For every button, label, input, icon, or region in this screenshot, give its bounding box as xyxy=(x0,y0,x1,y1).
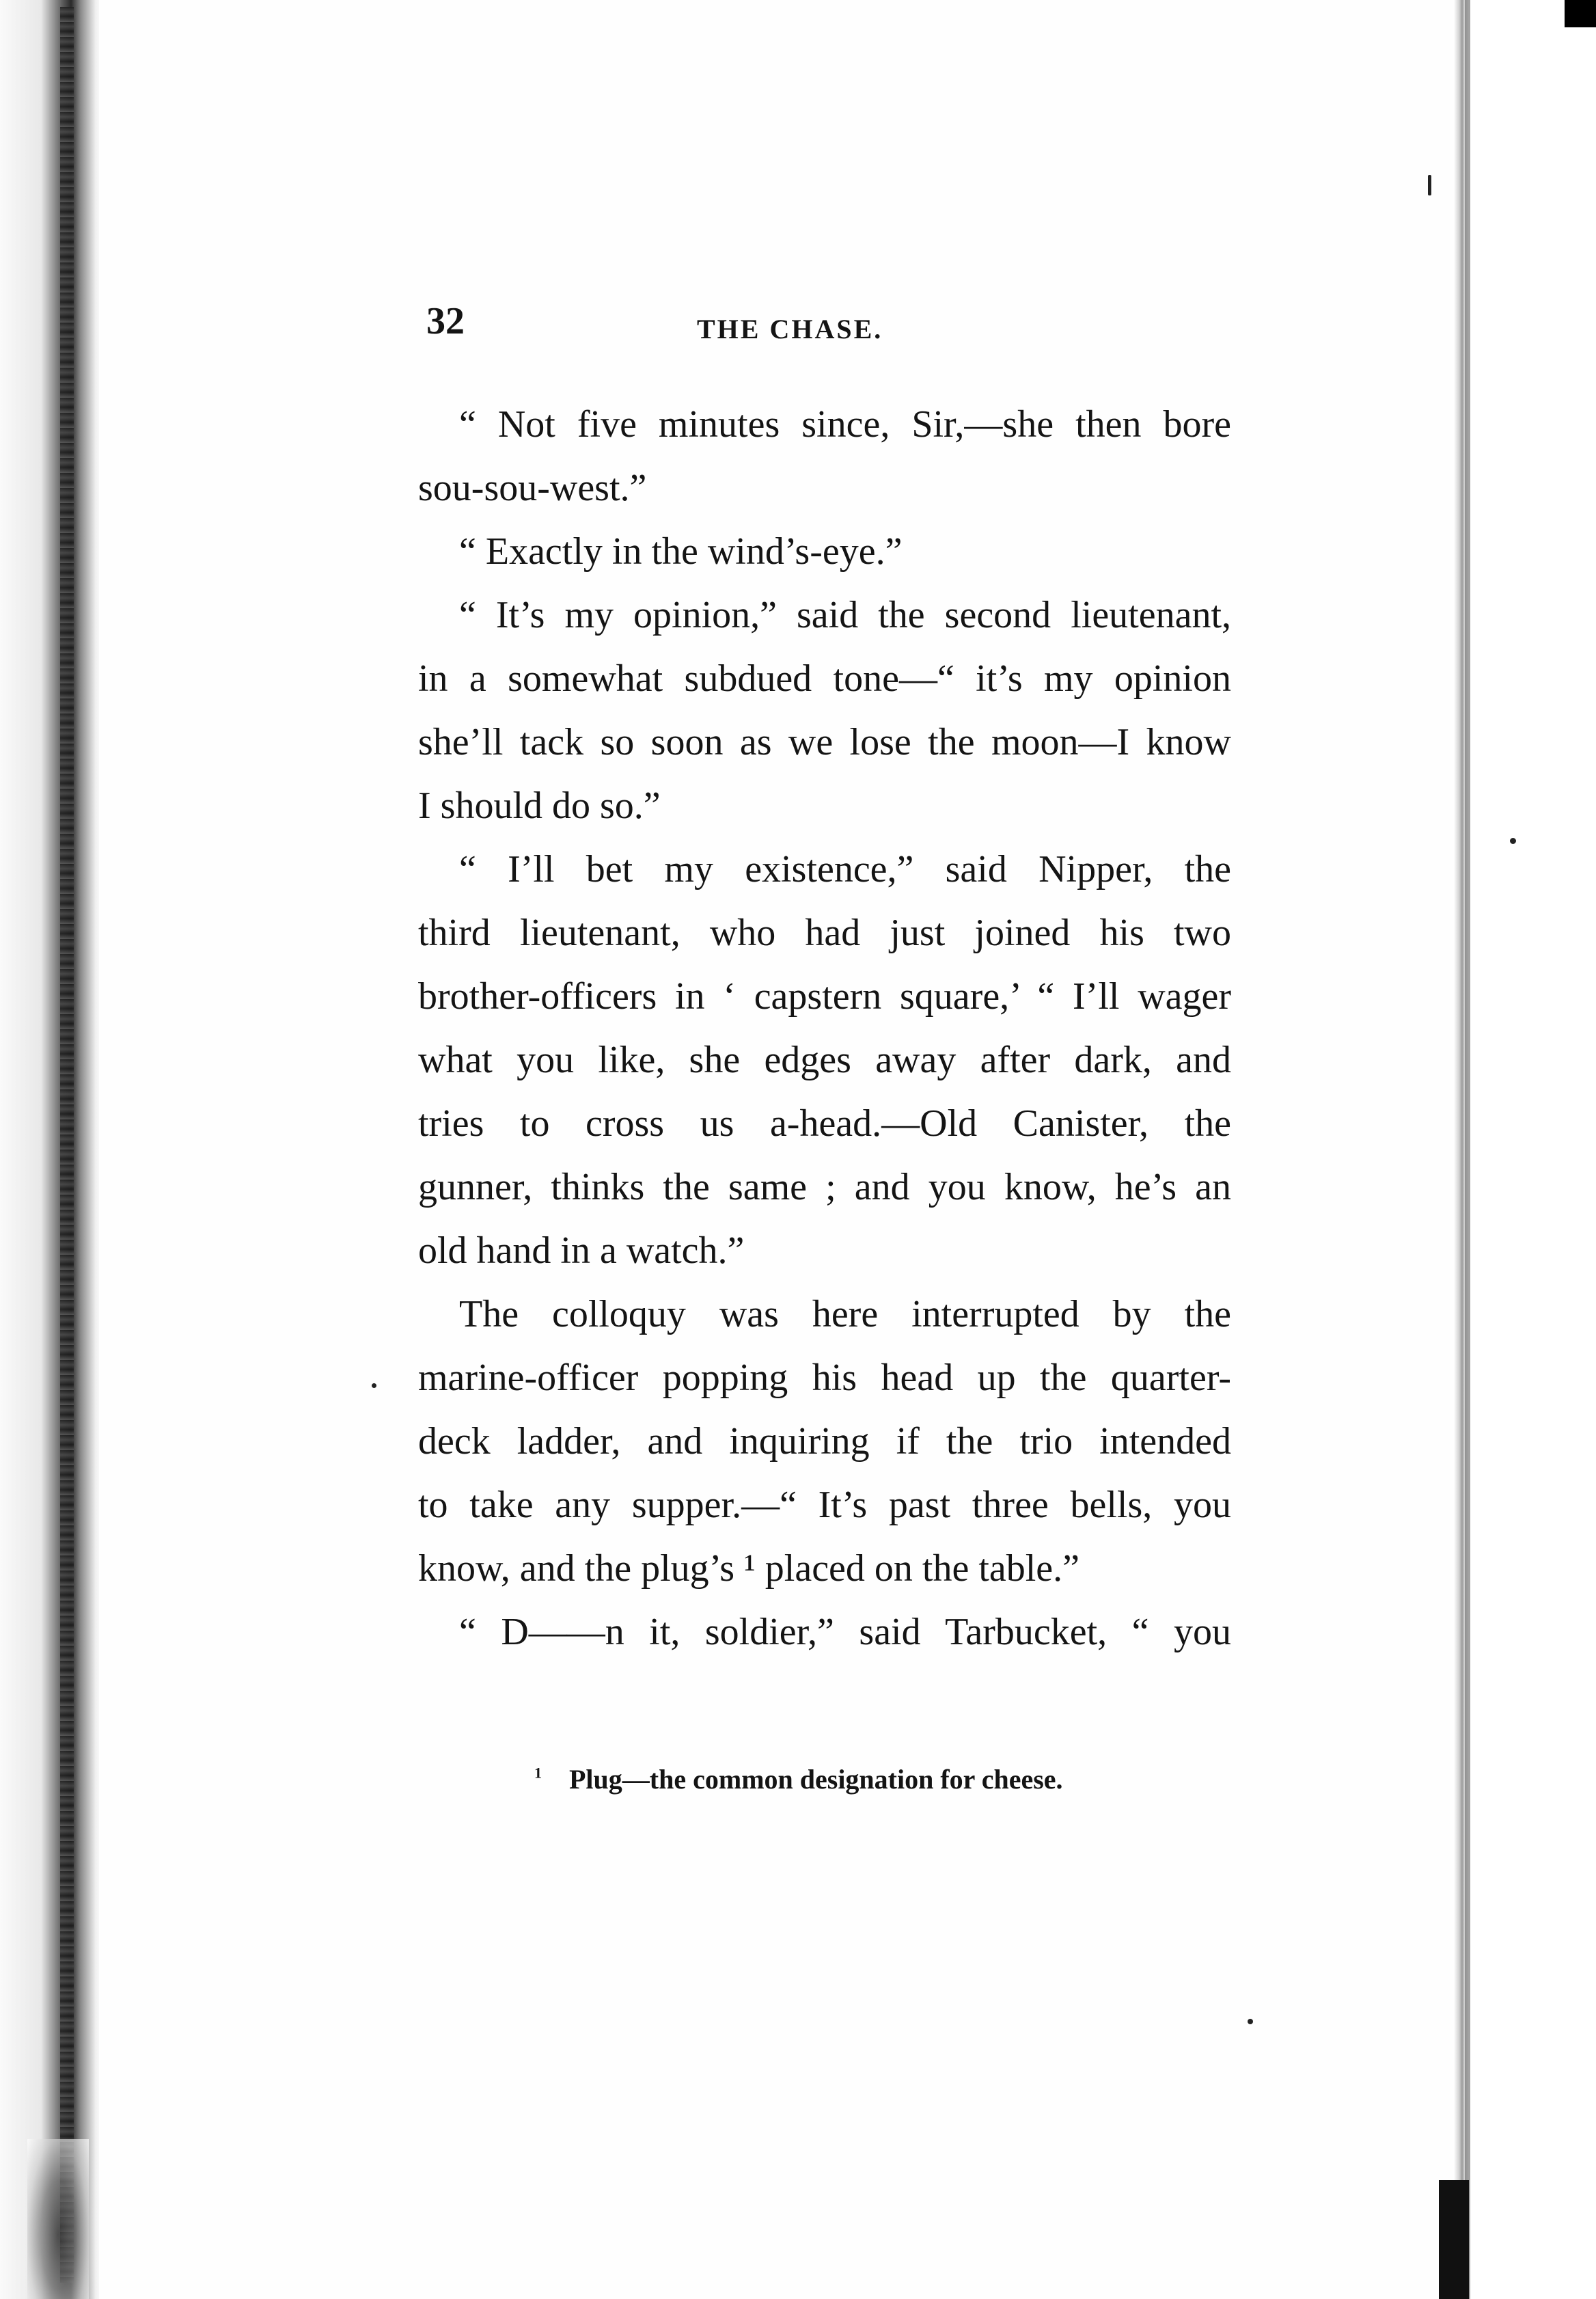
text-line: what you like, she edges away after dark, and xyxy=(418,1039,1231,1081)
text-line: marine-officer popping his head up the quarter- xyxy=(418,1357,1231,1399)
page-fold-line xyxy=(1465,0,1470,2299)
text-line: “ I’ll bet my existence,” said Nipper, the xyxy=(459,848,1231,890)
text-line: in a somewhat subdued tone—“ it’s my opinion xyxy=(418,657,1231,700)
text-line: to take any supper.—“ It’s past three bells, you xyxy=(418,1484,1231,1526)
text-line: tries to cross us a-head.—Old Canister, the xyxy=(418,1102,1231,1145)
scan-corner xyxy=(1565,0,1596,27)
text-line: brother-officers in ‘ capstern square,’ “ I’ll wager xyxy=(418,975,1231,1018)
facing-page-edge xyxy=(1459,0,1596,2299)
ink-speck xyxy=(1248,2019,1253,2024)
binding-shadow xyxy=(27,2139,89,2299)
text-line: “ It’s my opinion,” said the second lieutenant, xyxy=(459,594,1231,636)
binding-edge xyxy=(60,7,74,2283)
page-number: 32 xyxy=(426,300,465,342)
text-line: I should do so.” xyxy=(418,785,661,827)
ink-speck xyxy=(372,1383,376,1388)
running-title: THE CHASE. xyxy=(697,314,883,344)
ink-speck xyxy=(1428,175,1431,195)
text-line: old hand in a watch.” xyxy=(418,1229,745,1272)
text-line: third lieutenant, who had just joined his two xyxy=(418,912,1231,954)
footnote-marker: 1 xyxy=(534,1764,542,1782)
footnote xyxy=(534,1763,1063,1795)
text-line: she’ll tack so soon as we lose the moon—I know xyxy=(418,721,1231,763)
text-line: sou-sou-west.” xyxy=(418,467,647,509)
scan-corner-bottom xyxy=(1439,2180,1469,2299)
text-line: gunner, thinks the same ; and you know, he’s an xyxy=(418,1166,1231,1208)
text-line: deck ladder, and inquiring if the trio intended xyxy=(418,1420,1231,1463)
text-line: “ D——n it, soldier,” said Tarbucket, “ you xyxy=(459,1611,1231,1653)
binding-gutter xyxy=(0,0,102,2299)
text-line: know, and the plug’s ¹ placed on the table.” xyxy=(418,1547,1079,1590)
body-text xyxy=(418,393,1231,1664)
ink-speck xyxy=(1510,838,1516,844)
text-line: “ Exactly in the wind’s-eye.” xyxy=(459,530,903,573)
text-line: The colloquy was here interrupted by the xyxy=(459,1293,1231,1335)
footnote-text: Plug—the common designation for cheese. xyxy=(569,1764,1063,1795)
text-line: “ Not five minutes since, Sir,—she then bore xyxy=(459,403,1231,446)
